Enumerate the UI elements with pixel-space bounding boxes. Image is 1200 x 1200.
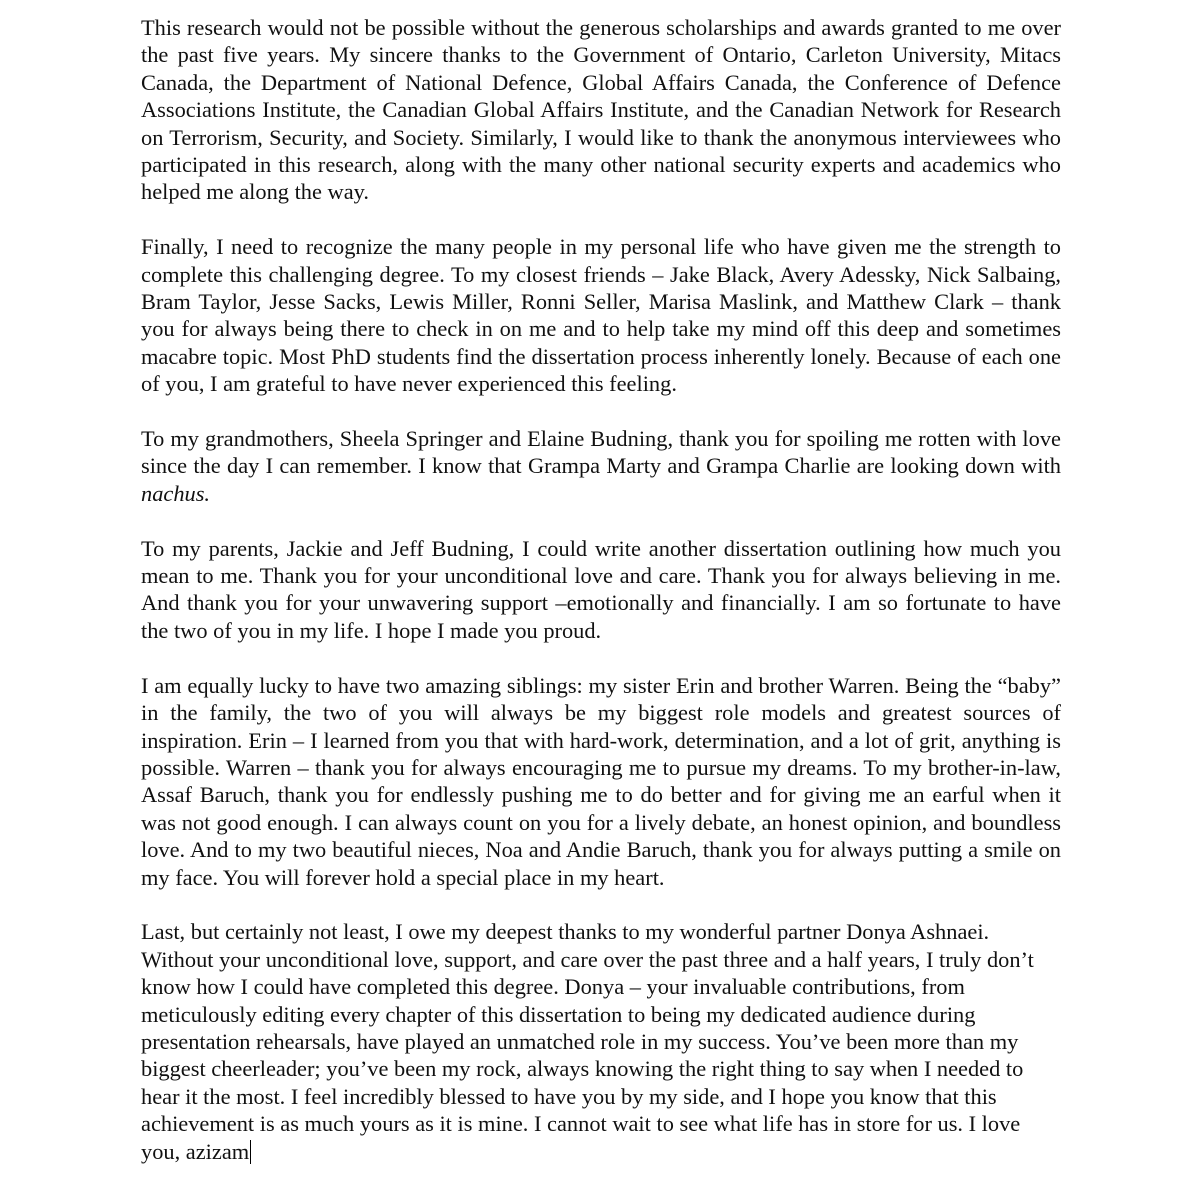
- paragraph-grandmothers-text: To my grandmothers, Sheela Springer and Elaine Budning, thank you for spoiling me rotten with love since the day I can remember. I know that Grampa Marty and Grampa Charlie are looking down with: [141, 426, 1061, 479]
- paragraph-siblings: I am equally lucky to have two amazing siblings: my sister Erin and brother Warren. Being the “baby” in the family, the two of you will always be my biggest role models and greatest sources of inspiration. Erin – I learned from you that with hard-work, determination, and a lot of grit, anything is possible. Warren – thank you for always encouraging me to pursue my dreams. To my brother-in-law, Assaf Baruch, thank you for endlessly pushing me to do better and for giving me an earful when it was not good enough. I can always count on you for a lively debate, an honest opinion, and boundless love. And to my two beautiful nieces, Noa and Andie Baruch, thank you for always putting a smile on my face. You will forever hold a special place in my heart.: [141, 672, 1061, 890]
- paragraph-partner[interactable]: [141, 918, 1061, 1165]
- paragraph-friends: Finally, I need to recognize the many people in my personal life who have given me the strength to complete this challenging degree. To my closest friends – Jake Black, Avery Adessky, Nick Salbaing, Bram Taylor, Jesse Sacks, Lewis Miller, Ronni Seller, Marisa Maslink, and Matthew Clark – thank you for always being there to check in on me and to help take my mind off this deep and sometimes macabre topic. Most PhD students find the dissertation process inherently lonely. Because of each one of you, I am grateful to have never experienced this feeling.: [141, 234, 1061, 397]
- paragraph-parents: To my parents, Jackie and Jeff Budning, I could write another dissertation outlining how much you mean to me. Thank you for your unconditional love and care. Thank you for always believing in me. And thank you for your unwavering support –emotionally and financially. I am so fortunate to have the two of you in my life. I hope I made you proud.: [141, 535, 1061, 643]
- text-cursor: [250, 1140, 251, 1164]
- document-page: [141, 14, 1061, 1192]
- paragraph-grandmothers: [141, 425, 1061, 507]
- paragraph-scholarships: This research would not be possible without the generous scholarships and awards granted to me over the past five years. My sincere thanks to the Government of Ontario, Carleton University, Mitacs Canada, the Department of National Defence, Global Affairs Canada, the Conference of Defence Associations Institute, the Canadian Global Affairs Institute, and the Canadian Network for Research on Terrorism, Security, and Society. Similarly, I would like to thank the anonymous interviewees who participated in this research, along with the many other national security experts and academics who helped me along the way.: [141, 15, 1061, 205]
- paragraph-partner-text: Last, but certainly not least, I owe my deepest thanks to my wonderful partner Donya Ashnaei. Without your unconditional love, support, and care over the past three and a half years, I truly don’t know how I could have completed this degree. Donya – your invaluable contributions, from meticulously editing every chapter of this dissertation to being my dedicated audience during presentation rehearsals, have played an unmatched role in my success. You’ve been more than my biggest cheerleader; you’ve been my rock, always knowing the right thing to say when I needed to hear it the most. I feel incredibly blessed to have you by my side, and I hope you know that this achievement is as much yours as it is mine. I cannot wait to see what life has in store for us. I love you, azizam: [141, 919, 1034, 1164]
- paragraph-grandmothers-italic: nachus.: [141, 480, 211, 506]
